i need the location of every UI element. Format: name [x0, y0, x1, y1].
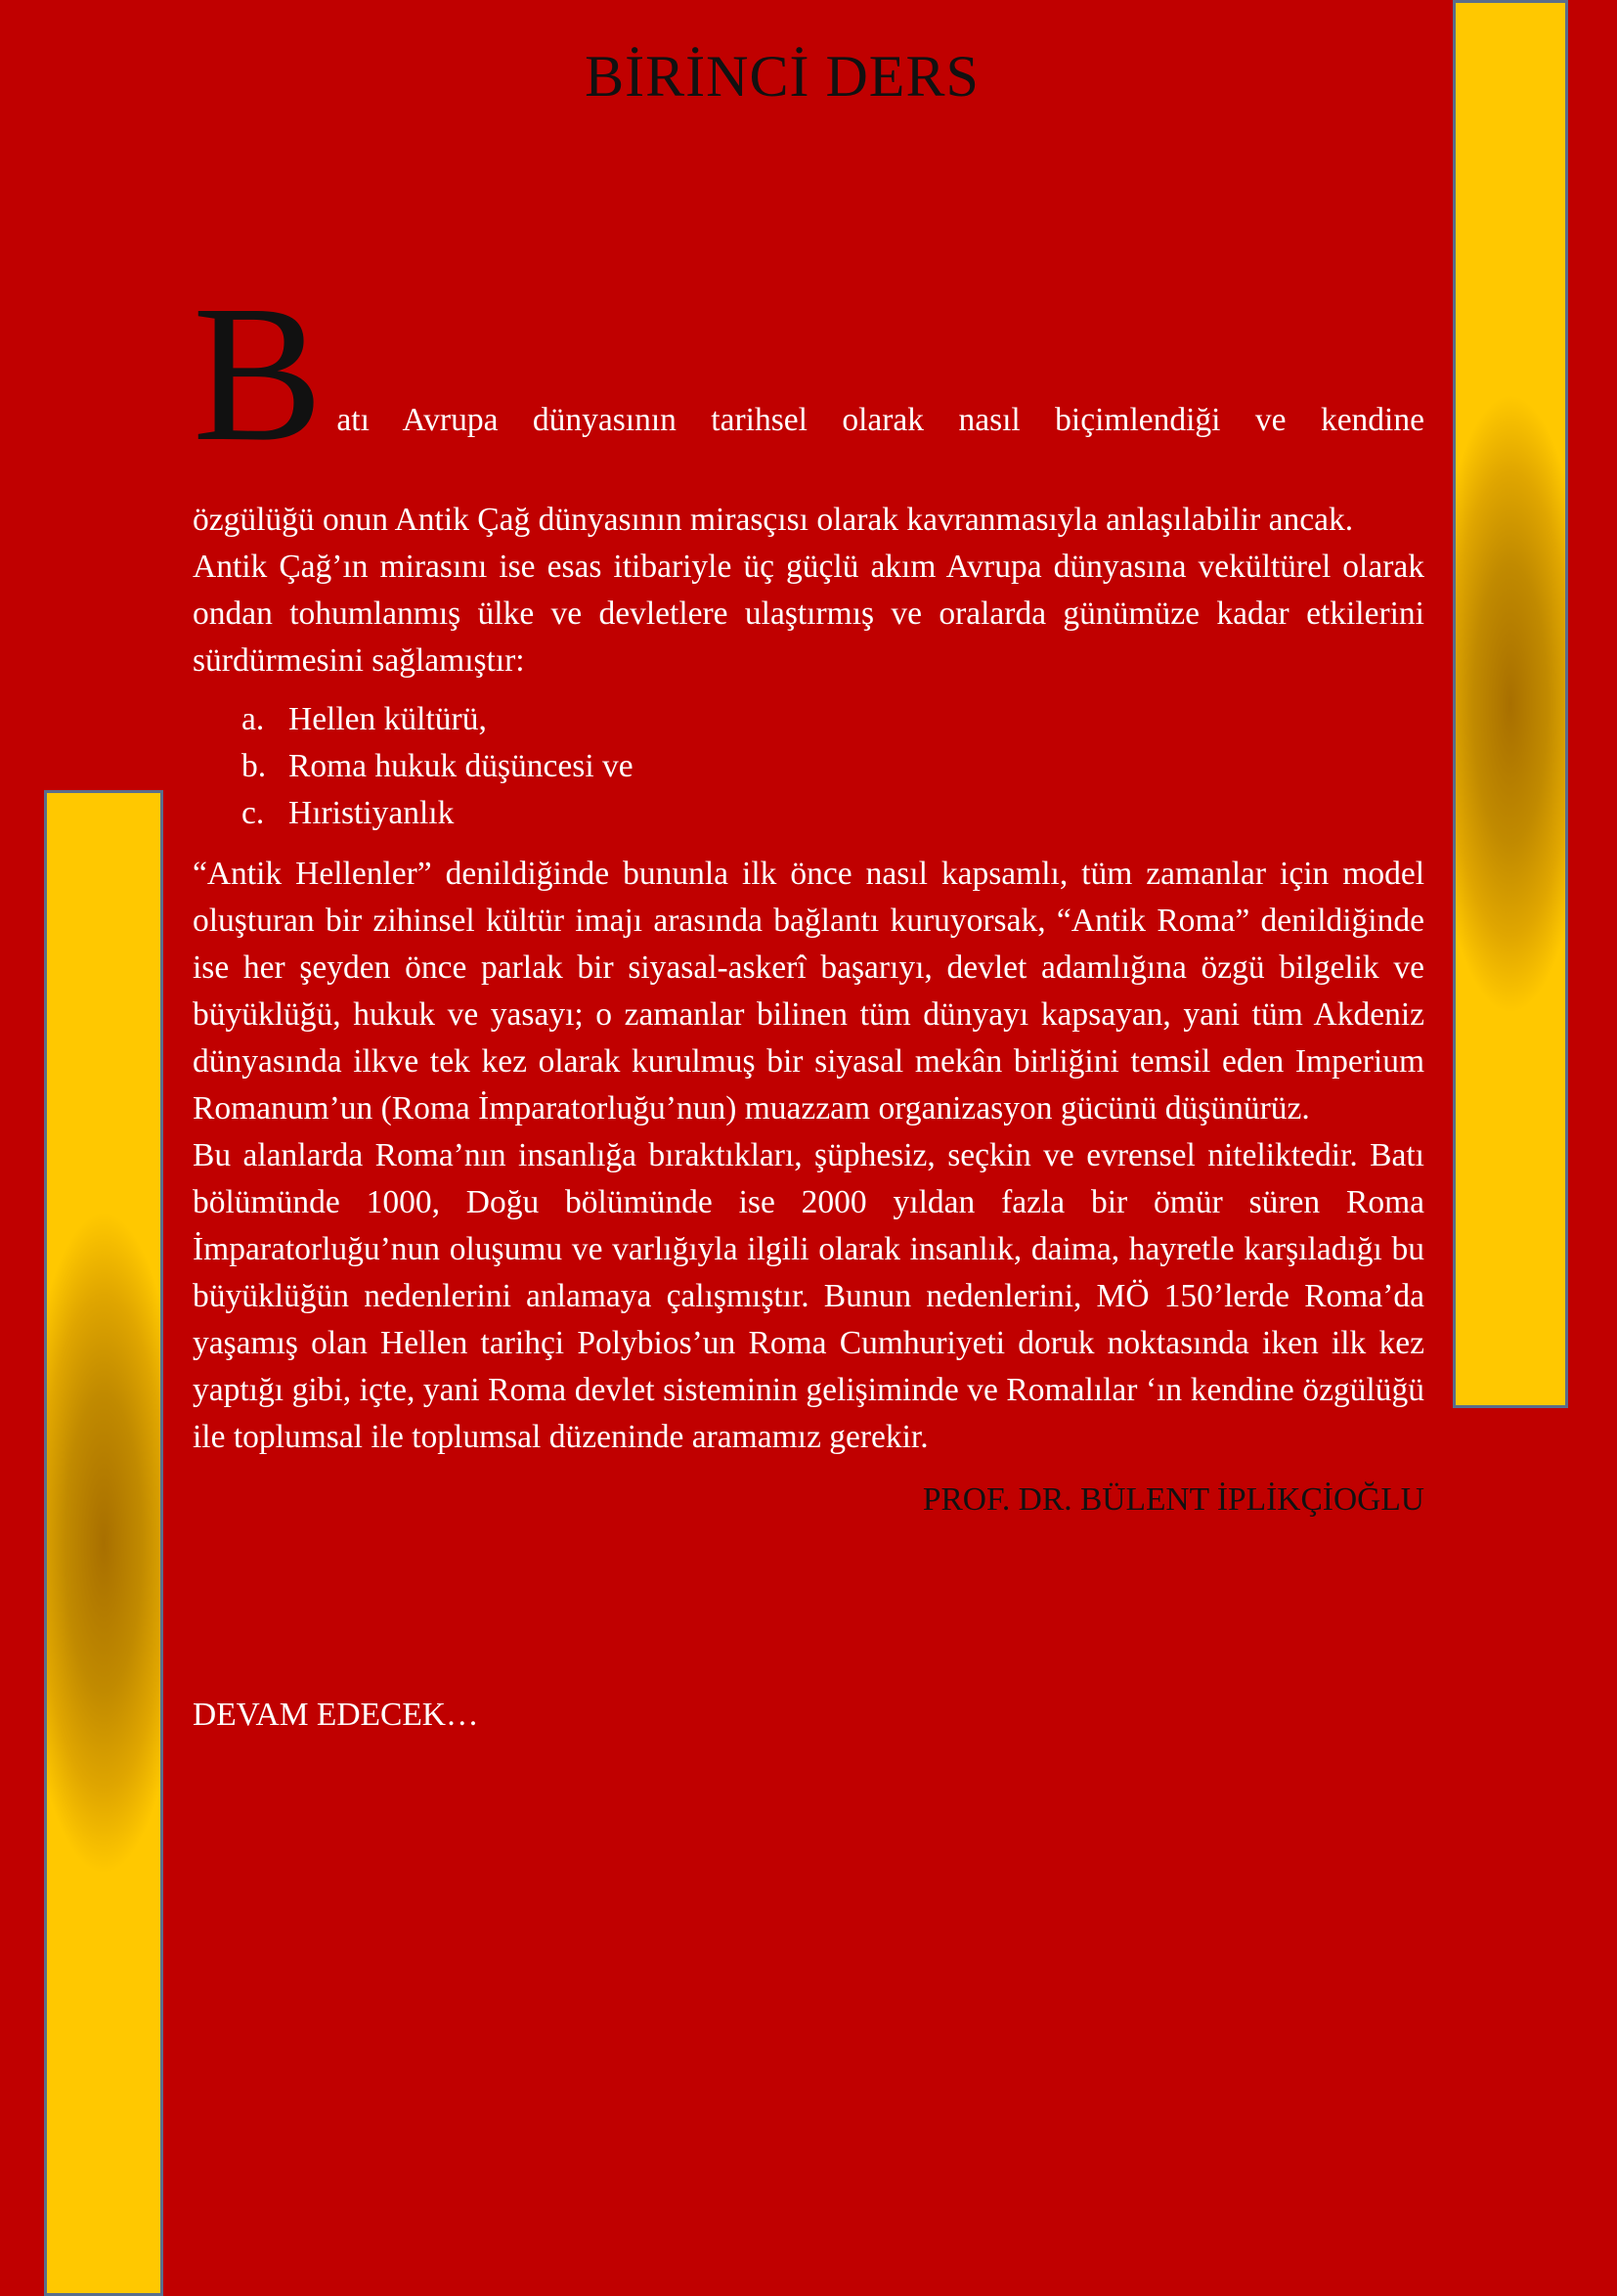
page-title: BİRİNCİ DERS [585, 44, 980, 109]
paragraph-2: Antik Çağ’ın mirasını ise esas itibariyle üç güçlü akım Avrupa dünyasına vekültürel olarak ondan tohumlanmış ülke ve devletlere ulaştırmış ve oralarda günümüze kadar etkilerini sürdürmesini sağlamıştır: [193, 549, 1424, 679]
list-item-text: Hellen kültürü, [288, 701, 487, 737]
list-item [241, 790, 1424, 837]
heritage-list [241, 696, 1424, 837]
continued-note: DEVAM EDECEK… [193, 1697, 479, 1733]
list-item-text: Hıristiyanlık [288, 795, 455, 831]
author-signature: PROF. DR. BÜLENT İPLİKÇİOĞLU [922, 1481, 1424, 1518]
right-gold-stripe [1453, 0, 1568, 1408]
paragraph-4: Bu alanlarda Roma’nın insanlığa bıraktıkları, şüphesiz, seçkin ve evrensel niteliktedir. Batı bölümünde 1000, Doğu bölümünde ise 2000 yıldan fazla bir ömür süren Roma İmparatorluğu’nun oluşumu ve varlığıyla ilgili olarak insanlık, daima, hayretle karşıladığı bu büyüklüğün nedenlerini anlamaya çalışmıştır. Bunun nedenlerini, MÖ 150’lerde Roma’da yaşamış olan Hellen tarihçi Polybios’un Roma Cumhuriyeti doruk noktasında iken ilk kez yaptığı gibi, içte, yani Roma devlet sisteminin gelişiminde ve Romalılar ‘ın kendine özgülüğü ile toplumsal ile toplumsal düzeninde aramamız gerekir. [193, 1137, 1424, 1455]
paragraph-1: özgülüğü onun Antik Çağ dünyasının mirasçısı olarak kavranmasıyla anlaşılabilir ancak. [193, 502, 1354, 538]
list-marker: c. [241, 795, 265, 831]
list-item [241, 743, 1424, 790]
left-gold-stripe [44, 790, 163, 2296]
list-item [241, 696, 1424, 743]
drop-cap: B [193, 266, 324, 482]
article-body [193, 266, 1424, 1739]
list-marker: a. [241, 701, 265, 737]
paragraph-3: “Antik Hellenler” denildiğinde bununla ilk önce nasıl kapsamlı, tüm zamanlar için model oluşturan bir zihinsel kültür imajı arasında bağlantı kuruyorsak, “Antik Roma” denildiğinde ise her şeyden önce parlak bir siyasal-askerî başarıyı, devlet adamlığına özgü bilgelik ve büyüklüğü, hukuk ve yasayı; o zamanlar bilinen tüm dünyayı kapsayan, yani tüm Akdeniz dünyasında ilkve tek kez olarak kurulmuş bir siyasal mekân birliğini temsil eden Imperium Romanum’un (Roma İmparatorluğu’nun) muazzam organizasyon gücünü düşünürüz. [193, 856, 1424, 1126]
list-marker: b. [241, 748, 267, 784]
opening-line [193, 266, 1424, 482]
list-item-text: Roma hukuk düşüncesi ve [288, 748, 634, 784]
opening-line-text: atı Avrupa dünyasının tarihsel olarak nasıl biçimlendiği ve kendine [336, 402, 1424, 438]
